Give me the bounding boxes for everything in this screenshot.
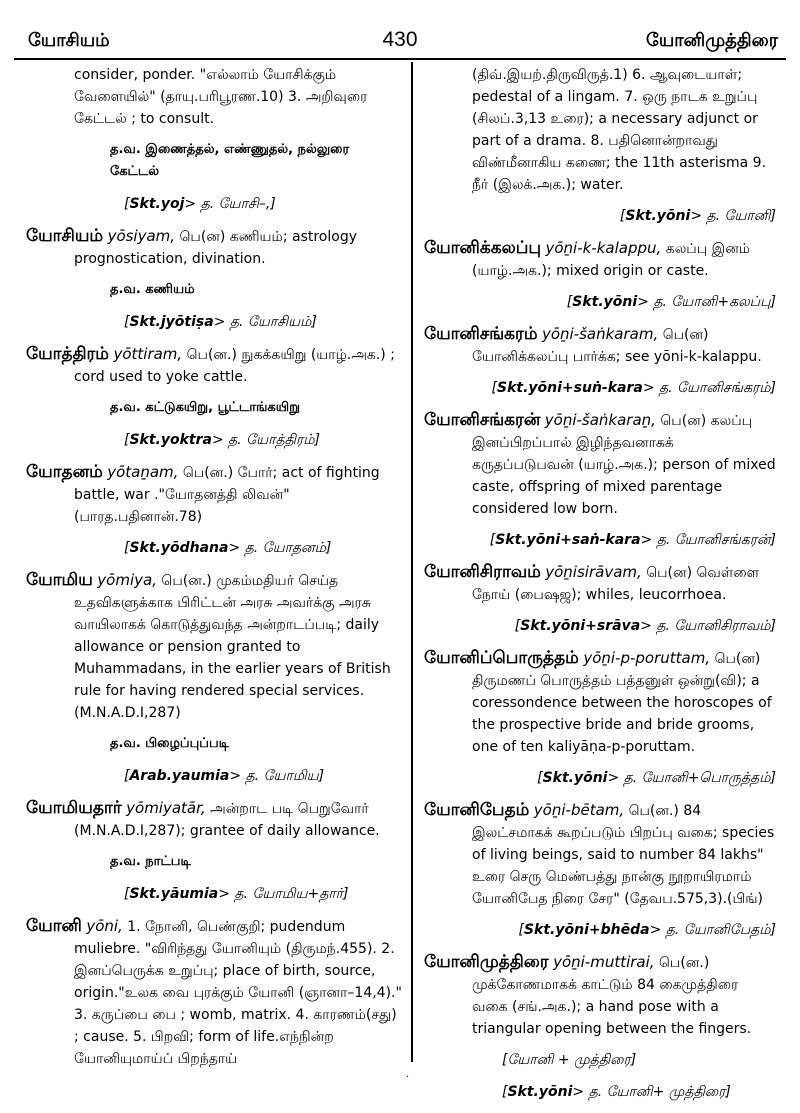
etymology-source: Skt.yōni [625,208,691,224]
etymology: [Skt.yōni> த. யோனி+ முத்திரை] [502,1084,731,1100]
etymology-source: Skt.yōni+srāva [520,618,641,634]
transliteration: yōni, [86,917,123,935]
transliteration: yōṉi-k-kalappu, [545,239,662,257]
etymology-source: Skt.yoktra [129,432,212,448]
etymology-source: Skt.yōni [507,1084,573,1100]
header-rule [14,58,786,60]
dictionary-entry [424,561,776,606]
etymology: [Skt.yōni> த. யோனி] [619,208,776,224]
dictionary-entry [26,225,402,270]
etymology-tamil: [யோனி + முத்திரை] [502,1052,637,1068]
etymology-target: > த. யோனிசிராவம் [640,618,771,634]
dictionary-entry [424,647,776,758]
transliteration: yōtaṉam, [107,463,179,481]
definition: பெ(ன.) 84 இலட்சமாகக் கூறப்படும் பிறப்பு வகை; species of living beings, said to number 84 lakhs" உரை செரு மெண்பத்து நான்கு நூறாயிரமாம் யோனிபேத நிரை சேர" (தேவப.575,3).(பிங்) [472,803,775,907]
etymology-target: > த. யோசியம் [213,314,312,330]
definition: கலப்பு இனம் (யாழ்.அக.); mixed origin or caste. [472,241,751,279]
etymology-target: > த. யோமிய+தார் [218,886,343,902]
etymology-source: Skt.yōni [542,770,608,786]
headword: யோனிசங்கரன் [424,410,541,430]
headword: யோத்திரம் [26,344,109,364]
definition: பெ(ன) திருமணப் பொருத்தம் பத்தனுள் ஒன்று(வி); a coressondence between the horoscopes of the prospective bride and bride grooms, one of ten kaliyāṇa-p-poruttam. [472,651,772,755]
transliteration: yōṉisirāvam, [545,563,642,581]
etymology-target: > த. யோனிசங்கரன் [640,532,771,548]
tamil-equivalent: த.வ. பிழைப்புப்படி [110,736,229,751]
transliteration: yōṉi-šaṅkaram, [541,325,659,343]
etymology: [Skt.jyōtiṣa> த. யோசியம்] [124,314,317,330]
dictionary-entry [424,323,776,368]
headword: யோனிமுத்திரை [424,952,549,972]
transliteration: yōṉi-šaṅkaraṉ, [544,411,656,429]
headword: யோனிக்கலப்பு [424,238,542,258]
etymology-target: > த. யோனி+பொருத்தம் [607,770,771,786]
tamil-equivalent: த.வ. கட்டுகயிறு, பூட்டாங்கயிறு [110,400,300,415]
etymology-target: > த. யோனி [690,208,771,224]
headword: யோனிசிராவம் [424,562,541,582]
headword: யோதனம் [26,462,103,482]
definition: பெ(ன.) முக்கோணமாகக் காட்டும் 84 கைமுத்திரை வகை (சங்.அக.); a hand pose with a triangular opening between the fingers. [472,955,752,1037]
definition: பெ(ன) யோனிக்கலப்பு பார்க்க; see yōni-k-kalappu. [472,327,762,365]
definition: பெ(ன.) போர்; act of fighting battle, war ."யோதனத்தி லிவன்" (பாரத.பதினான்.78) [74,465,380,525]
dictionary-entry [424,951,776,1040]
etymology: [Skt.yōni> த. யோனி+கலப்பு] [566,294,776,310]
etymology-target: > த. யோனிசங்கரம் [642,380,771,396]
dictionary-entry [26,461,402,528]
dictionary-entry [424,237,776,282]
etymology-target: > த. யோனி+ முத்திரை [572,1084,726,1100]
right-column [424,64,776,1113]
dictionary-entry [26,343,402,388]
etymology: [Skt.yōdhana> த. யோதனம்] [124,540,332,556]
definition: பெ(ன) கலப்பு இனப்பிறப்பால் இழிந்தவனாகக் கருதப்படுபவன் (யாழ்.அக.); person of mixed caste, offspring of mixed parentage considered low born. [472,413,776,517]
headword: யோனிபேதம் [424,800,530,820]
etymology-source: Skt.yōdhana [129,540,229,556]
headword: யோசியம் [26,226,104,246]
etymology: [Skt.yōni> த. யோனி+பொருத்தம்] [537,770,776,786]
etymology-compound: யோனி + முத்திரை [507,1052,631,1068]
etymology-source: Skt.yōni [572,294,638,310]
page-number: 430 [382,28,418,51]
tamil-equivalent: த.வ. இணைத்தல், எண்ணுதல், நல்லுரை கேட்டல் [110,142,350,179]
transliteration: yōṉi-p-poruttam, [583,649,711,667]
transliteration: yōttiram, [113,345,183,363]
definition: பெ(ன.) முகம்மதியர் செய்த உதவிகளுக்காக பிரிட்டன் அரசு அவர்க்கு அரசு வாயிலாகக் கொடுத்துவந்த அன்றாடப்படி; daily allowance or pension granted to Muhammadans, in the earlier years of British rule for having rendered special services. (M.N.A.D.I,287) [74,573,391,721]
transliteration: yōmiya, [97,571,157,589]
entry-continuation: (திவ்.இயற்.திருவிருத்.1) 6. ஆவுடையாள்; pedestal of a lingam. 7. ஒரு நாடக உறுப்பு (சிலப்.3,13 உரை); a necessary adjunct or part of a drama. 8. பதினொன்றாவது விண்மீனாகிய கணை; the 11th asterisma 9. நீர் (இலக்.அக.); water. [472,67,767,193]
dictionary-entry [424,409,776,520]
etymology-source: Skt.yāumia [129,886,219,902]
etymology: [Skt.yōni+saṅ-kara> த. யோனிசங்கரன்] [489,532,776,548]
definition: 1. நோனி, பெண்குறி; pudendum muliebre. "விரிந்தது யோனியும் (திருமந்.455). 2. இனப்பெருக்க உறுப்பு; place of birth, source, origin."உலக வை புரக்கும் யோனி (ஞானா–14,4)." 3. கருப்பை பை ; womb, matrix. 4. காரணம்(சது) ; cause. 5. பிறவி; form of life.எந்நின்ற யோனியுமாய்ப் பிறந்தாய் [74,919,402,1067]
definition: பெ(ன.) நுகக்கயிறு (யாழ்.அக.) ; cord used to yoke cattle. [74,347,395,385]
etymology-target: > த. யோமிய [229,768,319,784]
definition: பெ(ன) வெள்ளை நோய் (பைஷஜ); whiles, leucorrhoea. [472,565,760,603]
headword: யோனிப்பொருத்தம் [424,648,579,668]
headword: யோமிய [26,570,93,590]
etymology-source: Skt.yōni+saṅ-kara [495,532,641,548]
page-header [0,0,800,55]
header-right-guideword: யோனிமுத்திரை [646,30,778,51]
dictionary-entry [26,915,402,1070]
dictionary-entry [424,799,776,910]
etymology-target: > த. யோனி+கலப்பு [637,294,771,310]
transliteration: yōmiyatār, [126,799,206,817]
headword: யோமியதார் [26,798,122,818]
transliteration: yōṉi-bētam, [533,801,625,819]
etymology-source: Skt.yōni+bhēda [523,922,650,938]
header-left-guideword: யோசியம் [28,30,110,51]
etymology-target: > த. யோத்திரம் [211,432,315,448]
entry-continuation: consider, ponder. "எல்லாம் யோசிக்கும் வேளையில்" (தாயு.பரிபூரண.10) 3. அறிவுரை கேட்டல் ; to consult. [74,67,368,127]
tamil-equivalent: த.வ. நாட்படி [110,854,191,869]
etymology-source: Skt.jyōtiṣa [129,314,214,330]
definition: அன்றாட படி பெறுவோர் (M.N.A.D.I,287); grantee of daily allowance. [74,801,380,839]
etymology-source: Arab.yaumia [129,768,230,784]
etymology-source: Skt.yoj [129,196,185,212]
etymology: [Skt.yoj> த. யோசி–,] [124,196,276,212]
etymology: [Skt.yāumia> த. யோமிய+தார்] [124,886,349,902]
etymology-source: Skt.yōni+suṅ-kara [497,380,643,396]
etymology: [Skt.yōni+suṅ-kara> த. யோனிசங்கரம்] [491,380,776,396]
left-column [26,64,402,1079]
etymology-target: > த. யோதனம் [228,540,326,556]
transliteration: yōsiyam, [107,227,176,245]
etymology: [Arab.yaumia> த. யோமிய] [124,768,325,784]
etymology-target: > த. யோனிபேதம் [649,922,771,938]
etymology: [Skt.yōni+srāva> த. யோனிசிராவம்] [514,618,776,634]
page-mark: · [406,1072,410,1083]
headword: யோனி [26,916,82,936]
transliteration: yōṉi-muttirai, [553,953,655,971]
headword: யோனிசங்கரம் [424,324,538,344]
tamil-equivalent: த.வ. கணியம் [110,282,195,297]
etymology: [Skt.yōni+bhēda> த. யோனிபேதம்] [518,922,776,938]
etymology: [Skt.yoktra> த. யோத்திரம்] [124,432,320,448]
definition: பெ(ன) கணியம்; astrology prognostication, divination. [74,229,357,267]
column-divider [411,62,413,1062]
dictionary-entry [26,569,402,724]
etymology-target: > த. யோசி–, [184,196,271,212]
dictionary-entry [26,797,402,842]
